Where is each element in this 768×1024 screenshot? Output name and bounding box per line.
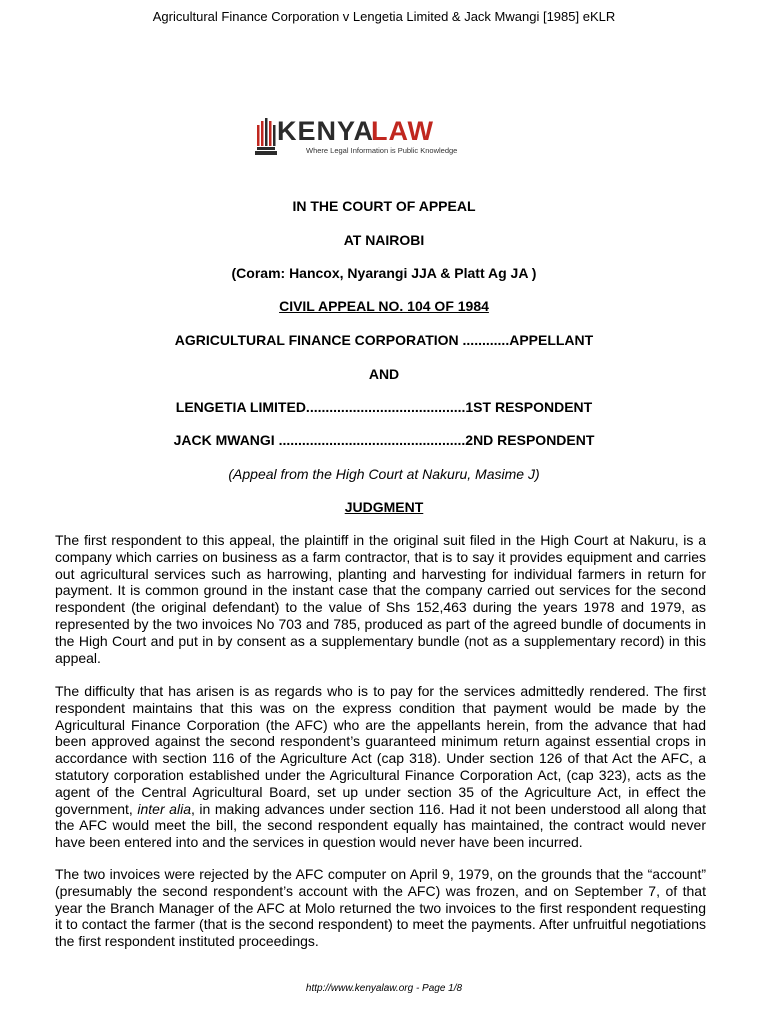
court-place: AT NAIROBI	[343, 232, 425, 248]
appeal-origin-line: (Appeal from the High Court at Nakuru, Masime J)	[228, 466, 540, 482]
kenya-law-logo	[254, 116, 474, 160]
first-respondent-line: LENGETIA LIMITED.........................................1ST RESPONDENT	[175, 399, 593, 415]
running-head-title: Agricultural Finance Corporation v Lengetia Limited & Jack Mwangi [1985] eKLR	[152, 9, 616, 24]
court-heading: IN THE COURT OF APPEAL	[292, 198, 476, 214]
appellant-line: AGRICULTURAL FINANCE CORPORATION ............APPELLANT	[174, 332, 594, 348]
paragraph-3	[55, 866, 706, 950]
coram-line: (Coram: Hancox, Nyarangi JJA & Platt Ag JA )	[231, 265, 537, 281]
case-number	[0, 298, 768, 314]
logo-word-kenya: KENYA	[277, 116, 375, 146]
paragraph-1	[55, 532, 706, 666]
paragraph-1-text: The first respondent to this appeal, the plaintiff in the original suit filed in the High Court at Nakuru, is a company which carries on business as a farm contractor, that is to say it provides equipment and carries out agricultural services such as harrowing, planting and harvesting for individual farmers in return for payment. It is common ground in the instant case that the company carried out services for the second respondent (the original defendant) to the value of Shs 152,463 during the years 1978 and 1979, as represented by the two invoices No 703 and 785, produced as part of the agreed bundle of documents in the High Court and put in by consent as a supplementary bundle (not as a supplementary record) in this appeal.	[55, 532, 706, 666]
page-footer: http://www.kenyalaw.org - Page 1/8	[305, 983, 463, 994]
judgment-heading-text: JUDGMENT	[344, 499, 424, 515]
paragraph-3-text: The two invoices were rejected by the AFC computer on April 9, 1979, on the grounds that the “account” (presumably the second respondent’s account with the AFC) was frozen, and on September 7, of that year the Branch Manager of the AFC at Molo returned the two invoices to the first respondent requesting it to contact the farmer (that is the second respondent) to meet the payments. After unfruitful negotiations the first respondent instituted proceedings.	[55, 866, 706, 950]
paragraph-2-part-a: The difficulty that has arisen is as regards who is to pay for the services admittedly rendered. The first respondent maintains that this was on the express condition that payment would be made by the Agricultural Finance Corporation (the AFC) who are the appellants herein, from the advance that had been approved against the second respondent’s guaranteed minimum return against essential crops in accordance with section 116 of the Agriculture Act (cap 318). Under section 126 of that Act the AFC, a statutory corporation established under the Agricultural Finance Corporation Act, (cap 323), acts as the agent of the Central Agricultural Board, set up under section 35 of the Agriculture Act, in effect the government,	[55, 683, 706, 817]
judgment-heading	[0, 499, 768, 515]
pillars-icon	[254, 116, 278, 156]
case-number-text: CIVIL APPEAL NO. 104 OF 1984	[279, 298, 489, 314]
logo-word-law: LAW	[371, 116, 434, 146]
paragraph-2	[55, 683, 706, 851]
paragraph-2-italic: inter alia	[137, 800, 191, 817]
paragraph-2-part-b: , in making advances under section 116. Had it not been understood all along that the AFC would meet the bill, the second respondent equally has maintained, the contract would never have been entered into and the services in question would never have been incurred.	[55, 800, 706, 851]
and-line: AND	[368, 366, 400, 382]
logo-tagline: Where Legal Information is Public Knowledge	[306, 146, 458, 155]
paragraph-2-text	[55, 683, 706, 851]
paragraph-3-clip	[55, 866, 706, 950]
second-respondent-line: JACK MWANGI ................................................2ND RESPONDENT	[173, 432, 595, 448]
